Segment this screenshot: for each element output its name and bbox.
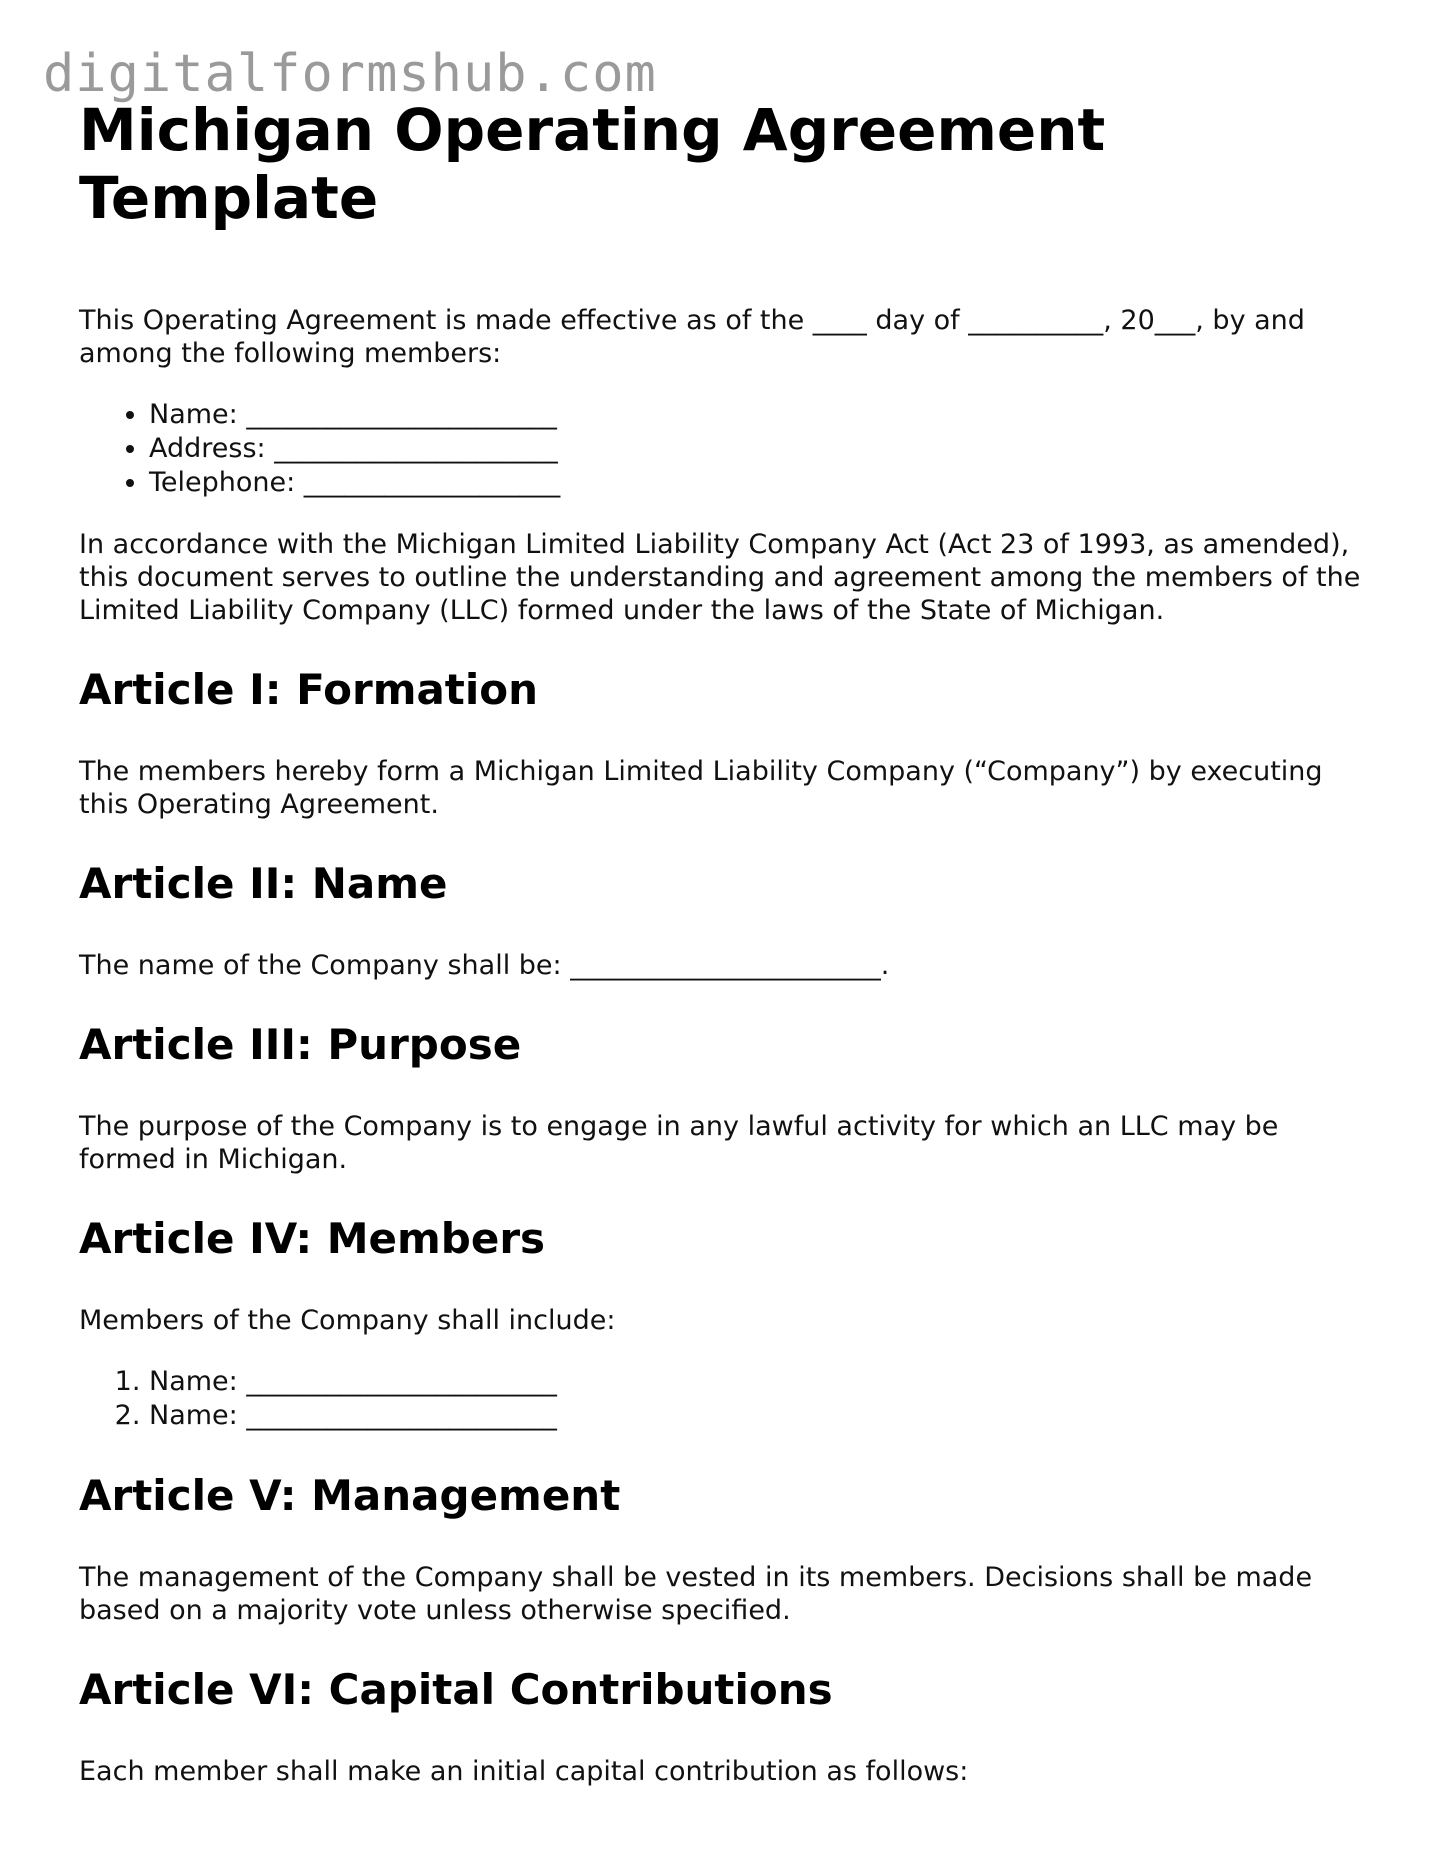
intro-paragraph: This Operating Agreement is made effective as of the ____ day of __________, 20___, by and among the following members: (79, 305, 1305, 369)
document-title: Michigan Operating Agreement Template (79, 96, 1106, 232)
member-name-field: • Name: _______________________ (149, 398, 1369, 432)
watermark: digitalformshub.com (43, 44, 657, 104)
article-purpose-text: The purpose of the Company is to engage in any lawful activity for which an LLC may be formed in Michigan. (79, 1111, 1279, 1175)
article-name-text: The name of the Company shall be: _______________________. (79, 950, 890, 981)
article-purpose-heading: Article III: Purpose (79, 1020, 522, 1069)
member-address-field: • Address: _____________________ (149, 432, 1369, 466)
article-management-text: The management of the Company shall be vested in its members. Decisions shall be made based on a majority vote unless otherwise specified. (79, 1562, 1313, 1626)
article-management-heading: Article V: Management (79, 1471, 621, 1520)
member-telephone-field: • Telephone: ___________________ (149, 466, 1369, 500)
article-members-text: Members of the Company shall include: (79, 1305, 616, 1336)
article-capital-heading: Article VI: Capital Contributions (79, 1665, 833, 1714)
article-member-name-field: 1. Name: _______________________ (149, 1365, 1369, 1399)
member-fields-list (79, 398, 1369, 500)
article-members-heading: Article IV: Members (79, 1214, 546, 1263)
article-formation-text: The members hereby form a Michigan Limited Liability Company (“Company”) by executing this Operating Agreement. (79, 756, 1323, 820)
document-body (79, 96, 1369, 1788)
article-members-list (79, 1365, 1369, 1433)
accordance-paragraph: In accordance with the Michigan Limited Liability Company Act (Act 23 of 1993, as amended), this document serves to outline the understanding and agreement among the members of the Limited Liability Company (LLC) formed under the laws of the State of Michigan. (79, 529, 1361, 626)
article-capital-text: Each member shall make an initial capital contribution as follows: (79, 1756, 969, 1787)
article-member-name-field: 2. Name: _______________________ (149, 1399, 1369, 1433)
article-name-heading: Article II: Name (79, 859, 448, 908)
article-formation-heading: Article I: Formation (79, 665, 539, 714)
